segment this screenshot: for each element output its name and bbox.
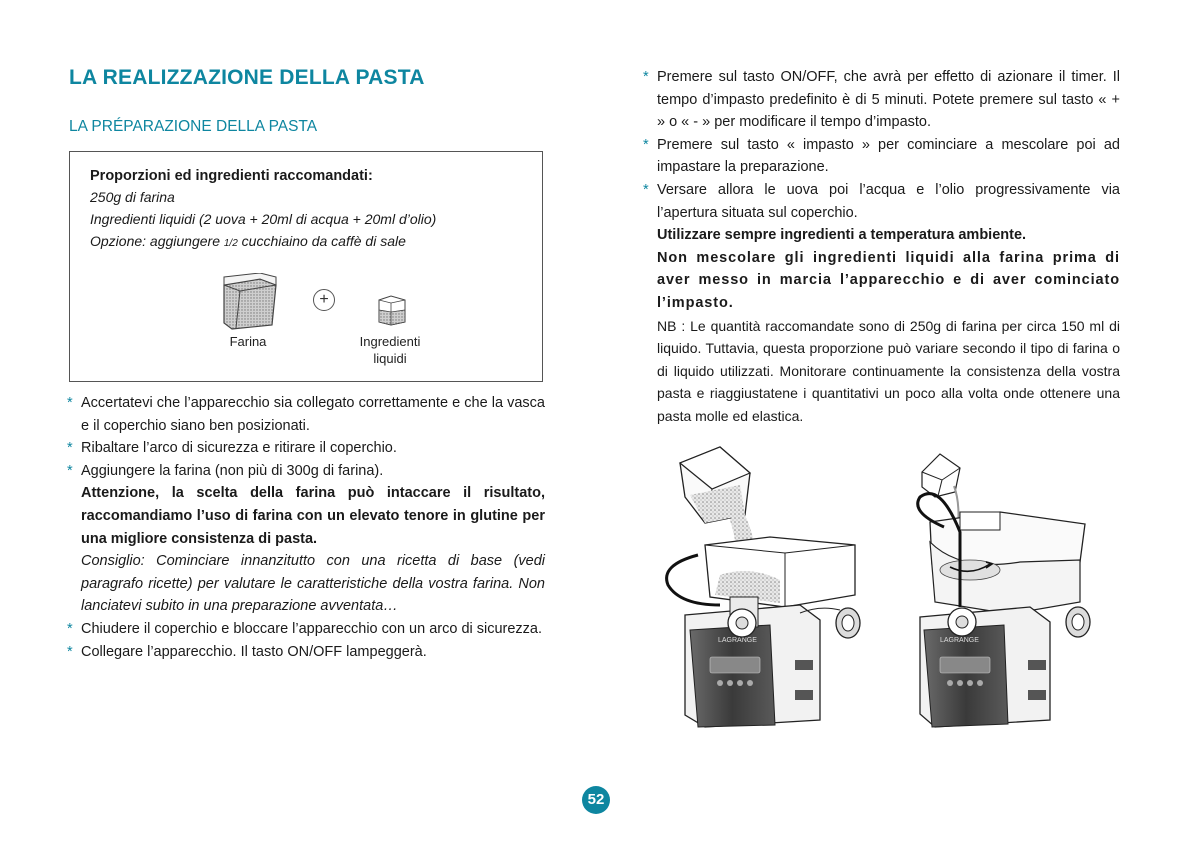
- bullet-icon: *: [643, 181, 649, 198]
- option-text-pre: Opzione: aggiungere: [90, 233, 224, 249]
- bullet-icon: *: [67, 395, 73, 411]
- list-item-text: Aggiungere la farina (non più di 300g di farina).: [81, 462, 384, 479]
- list-item-text: Accertatevi che l’apparecchio sia collegato correttamente e che la vasca e il coperchio siano ben posizionati.: [81, 395, 545, 434]
- page-number: 52: [582, 786, 610, 814]
- bullet-icon: *: [67, 620, 73, 637]
- list-item-text: Premere sul tasto « impasto » per cominciare a mescolare poi ad impastare la preparazione.: [657, 136, 1120, 176]
- bullet-icon: *: [67, 462, 73, 479]
- list-item: [67, 437, 545, 460]
- list-item: [67, 392, 545, 437]
- caption-liquids-line1: Ingredienti: [359, 334, 421, 349]
- ingredient-option: [90, 233, 406, 249]
- caption-liquids-line2: liquidi: [373, 351, 407, 366]
- plus-symbol: +: [313, 289, 335, 311]
- right-column: [643, 66, 1120, 428]
- machine-pouring-flour-illustration: [650, 445, 880, 730]
- bullet-icon: *: [643, 69, 649, 85]
- list-item: [67, 618, 545, 641]
- list-item-text: Versare allora le uova poi l’acqua e l’olio progressivamente via l’apertura situata sul coperchio.: [657, 181, 1120, 221]
- list-item-text: Premere sul tasto ON/OFF, che avrà per effetto di azionare il timer. Il tempo d’impasto predefinito è di 5 minuti. Potete premere sul tasto « + » o « - » per modificare il tempo d’impasto.: [657, 69, 1120, 131]
- left-column: [67, 392, 545, 663]
- nb-note: NB : Le quantità raccomandate sono di 250g di farina per circa 150 ml di liquido. Tuttavia, questa proporzione può variare secondo il tipo di farina o di liquido utilizzati. Monitorare continuamente la consistenza della vostra pasta e riaggiustatene i quantitativi un poco alla volta onde ottenere una pasta molle ed elastica.: [657, 317, 1120, 424]
- list-item: [67, 460, 545, 483]
- list-item: [67, 641, 545, 664]
- bold-note-2: Non mescolare gli ingredienti liquidi alla farina prima di aver messo in marcia l’apparecchio e di aver cominciato l’impasto.: [657, 249, 1120, 311]
- option-fraction: 1/2: [223, 238, 238, 249]
- page-heading: LA REALIZZAZIONE DELLA PASTA: [69, 66, 425, 89]
- bullet-icon: *: [67, 643, 73, 660]
- list-item-text: Collegare l’apparecchio. Il tasto ON/OFF lampeggerà.: [81, 643, 427, 660]
- ingredient-flour: 250g di farina: [90, 189, 175, 205]
- ingredients-box: [69, 151, 543, 382]
- option-text-post: cucchiaino da caffè di sale: [237, 233, 406, 249]
- ingredient-liquids: Ingredienti liquidi (2 uova + 20ml di acqua + 20ml d’olio): [90, 211, 437, 227]
- liquid-container-icon: [377, 292, 407, 326]
- bold-note-1: Utilizzare sempre ingredienti a temperatura ambiente.: [657, 227, 1027, 244]
- caption-flour: Farina: [229, 334, 267, 349]
- tip-text: Consiglio: Cominciare innanzitutto con una ricetta di base (vedi paragrafo ricette) per valutare le caratteristiche della vostra farina. Non lanciatevi subito in una preparazione avventata…: [81, 553, 545, 615]
- brand-label: LAGRANGE: [940, 637, 979, 644]
- list-item-text: Chiudere il coperchio e bloccare l’apparecchio con un arco di sicurezza.: [81, 620, 543, 637]
- machine-pouring-liquids-illustration: [900, 452, 1110, 730]
- caption-liquids: [350, 333, 430, 367]
- bullet-icon: *: [67, 440, 73, 457]
- list-item: [643, 179, 1120, 224]
- warning-text: Attenzione, la scelta della farina può intaccare il risultato, raccomandiamo l’uso di farina con un elevato tenore in glutine per una migliore consistenza di pasta.: [81, 485, 545, 547]
- list-item: [643, 134, 1120, 179]
- section-subheading: LA PRÉPARAZIONE DELLA PASTA: [69, 118, 318, 135]
- ingredients-title: Proporzioni ed ingredienti raccomandati:: [90, 168, 373, 184]
- brand-label: LAGRANGE: [718, 637, 757, 644]
- list-item-text: Ribaltare l’arco di sicurezza e ritirare il coperchio.: [81, 440, 397, 457]
- list-item: [643, 66, 1120, 134]
- flour-container-icon: [220, 273, 280, 331]
- bullet-icon: *: [643, 136, 649, 153]
